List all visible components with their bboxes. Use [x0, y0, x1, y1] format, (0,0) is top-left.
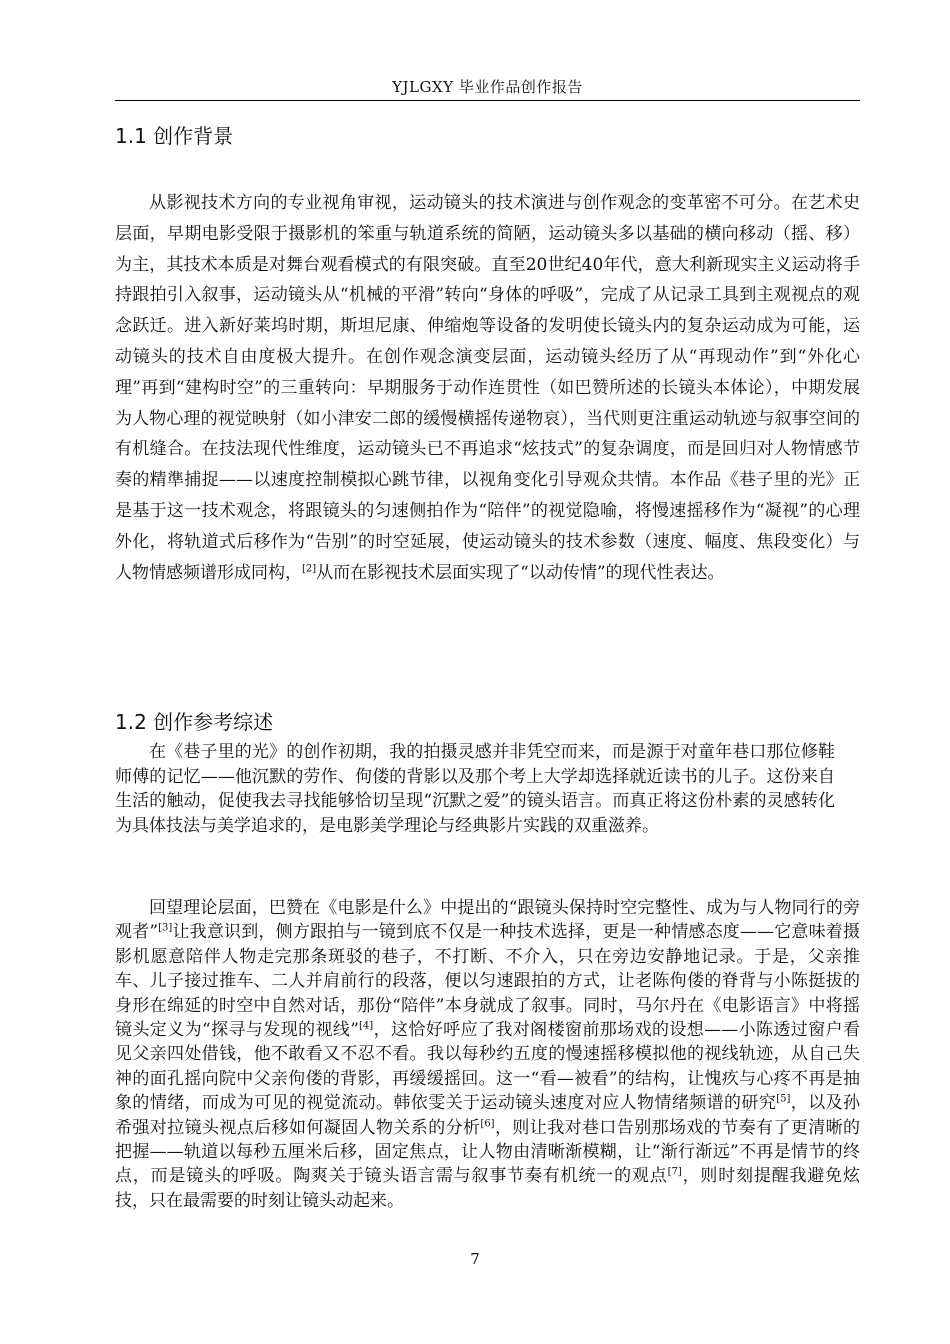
paragraph-text: 让我意识到，侧方跟拍与一镜到底不仅是一种技术选择，更是一种情感态度——它意味着摄影机愿意陪伴人物走完那条斑驳的巷子，不打断、不介入，只在旁边安静地记录。于是，父亲推车、儿子接过推车、二人并肩前行的段落，便以匀速跟拍的方式，让老陈佝偻的脊背与小陈挺拔的身形在绵延的时空中自然对话，那份“陪伴”本身就成了叙事。同时，马尔丹在《电影语言》中将摇镜头定义为“探寻与发现的视线” [115, 922, 860, 1041]
running-header: YJLGXY 毕业作品创作报告 [392, 78, 583, 96]
citation-ref: [2] [302, 562, 317, 574]
paragraph-text: 回望理论层面，巴赞在《电影是什么》中提出的“跟镜头保持时空完整性、成为与人物同行的旁观者” [115, 898, 860, 943]
section-heading-background: 1.1 创作背景 [115, 124, 234, 148]
paragraph-text: 从而在影视技术层面实现了“以动传情”的现代性表达。 [316, 562, 725, 583]
paragraph-text: ，则让我对巷口告别那场戏的节奏有了更清晰的把握——轨道以每秒五厘米后移，固定焦点，让人物由清晰渐模糊，让“渐行渐远”不再是情节的终点，而是镜头的呼吸。陶爽关于镜头语言需与叙事节奏有机统一的观点 [115, 1117, 861, 1187]
paragraph-text: ，则时刻提醒我避免炫技，只在最需要的时刻让镜头动起来。 [115, 1166, 861, 1211]
header-rule [115, 100, 860, 101]
page-number: 7 [470, 1250, 480, 1268]
paragraph-text: 从影视技术方向的专业视角审视，运动镜头的技术演进与创作观念的变革密不可分。在艺术史层面，早期电影受限于摄影机的笨重与轨道系统的简陋，运动镜头多以基础的横向移动（摇、移）为主，其技术本质是对舞台观看模式的有限突破。直至20世纪40年代，意大利新现实主义运动将手持跟拍引入叙事，运动镜头从“机械的平滑”转向“身体的呼吸”，完成了从记录工具到主观视点的观念跃迁。进入新好莱坞时期，斯坦尼康、伸缩炮等设备的发明使长镜头内的复杂运动成为可能，运动镜头的技术自由度极大提升。在创作观念演变层面，运动镜头经历了从“再现动作”到“外化心理”再到“建构时空”的三重转向：早期服务于动作连贯性（如巴赞所述的长镜头本体论），中期发展为人物心理的视觉映射（如小津安二郎的缓慢横摇传递物哀），当代则更注重运动轨迹与叙事空间的有机缝合。在技法现代性维度，运动镜头已不再追求“炫技式”的复杂调度，而是回归对人物情感节奏的精準捕捉——以速度控制模拟心跳节律，以视角变化引导观众共情。本作品《巷子里的光》正是基于这一技术观念，将跟镜头的匀速侧拍作为“陪伴”的视觉隐喻，将慢速摇移作为“凝视”的心理外化，将轨道式后移作为“告别”的时空延展，使运动镜头的技术参数（速度、幅度、焦段变化）与人物情感频谱形成同构， [115, 193, 860, 583]
citation-ref: [4] [359, 1020, 374, 1032]
paragraph-text: ，这恰好呼应了我对阁楼窗前那场戏的设想——小陈透过窗户看见父亲四处借钱，他不敢看又不忍不看。我以每秒约五度的慢速摇移模拟他的视线轨迹，从自己失神的面孔摇向院中父亲佝偻的背影，再缓缓摇回。这一“看—被看”的结构，让愧疚与心疼不再是抽象的情绪，而成为可见的视觉流动。韩依雯关于运动镜头速度对应人物情绪频谱的研究 [115, 1020, 860, 1114]
citation-ref: [3] [158, 922, 173, 934]
citation-ref: [6] [480, 1118, 495, 1129]
body-paragraph: 在《巷子里的光》的创作初期，我的拍摄灵感并非凭空而来，而是源于对童年巷口那位修鞋师傅的记忆——他沉默的劳作、佝偻的背影以及那个考上大学却选择就近读书的儿子。这份来自生活的触动，促使我去寻找能够恰切呈现“沉默之爱”的镜头语言。而真正将这份朴素的灵感转化为具体技法与美学追求的，是电影美学理论与经典影片实践的双重滋养。 [115, 742, 835, 836]
citation-ref: [7] [667, 1166, 682, 1178]
body-paragraph [115, 188, 860, 588]
body-paragraph [115, 896, 860, 1213]
section-heading-references: 1.2 创作参考综述 [115, 710, 274, 734]
citation-ref: [5] [776, 1093, 791, 1105]
paragraph-text: ，以及孙希强对拉镜头视点后移如何凝固人物关系的分析 [115, 1093, 861, 1138]
